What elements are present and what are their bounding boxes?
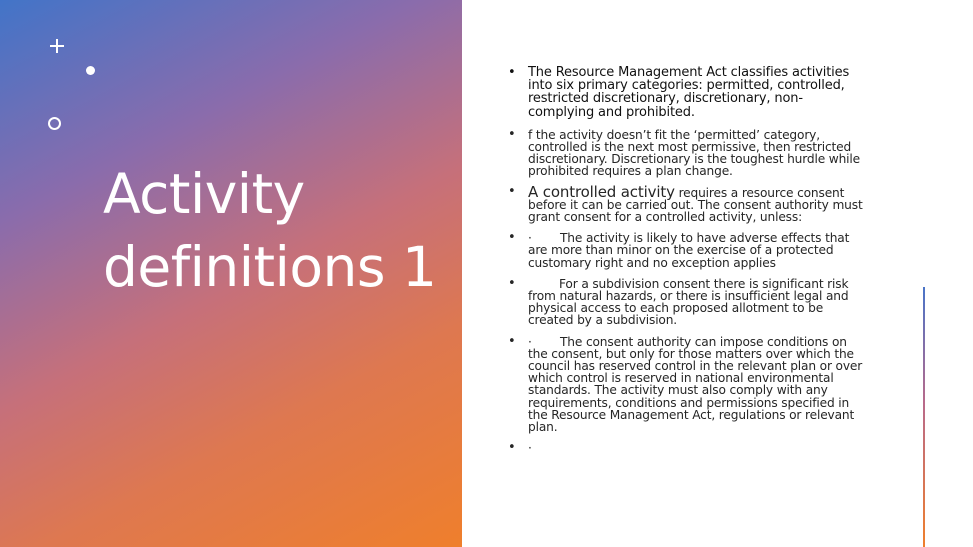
ring-icon (48, 117, 61, 130)
bullet-icon: • (508, 65, 516, 80)
bullet-icon: • (508, 126, 516, 142)
dot-icon (86, 66, 95, 75)
bullet-text: requires a resource consent before it can be carried out. The consent authority must grant consent for a controlled activity, unless: (528, 185, 863, 225)
bullet-text: The activity is likely to have adverse effects that are more than minor on the exercise of a protected customary right and no exception applies (528, 231, 850, 270)
bullet-text: The consent authority can impose conditions on the consent, but only for those matters over which the council has reserved control in the relevant plan or over which control is reserved in national environmental standards. The activity must also comply with any requirements, conditions and permissions specified in the Resource Management Act, regulations or relevant plan. (528, 334, 863, 435)
bullet-icon: • (508, 230, 516, 246)
slide-title: Activity definitions 1 (103, 162, 437, 299)
list-item (508, 442, 868, 454)
list-item (508, 182, 868, 225)
title-panel (0, 0, 462, 547)
list-item (508, 333, 868, 435)
bullet-text: f the activity doesn’t fit the ‘permitted’ category, controlled is the next most permissive, then restricted discretionary. Discretionary is the toughest hurdle while prohibited requires a plan change. (528, 127, 860, 179)
bullet-icon: • (508, 275, 516, 291)
list-item (508, 66, 868, 119)
bullet-icon: • (508, 440, 516, 456)
bullet-icon: • (508, 333, 516, 349)
bullet-prefix: · (528, 231, 532, 246)
bullet-text: · (528, 441, 532, 456)
bullet-text: For a subdivision consent there is significant risk from natural hazards, or there is insufficient legal and physical access to each proposed allotment to be created by a subdivision. (528, 276, 849, 328)
list-item (508, 232, 868, 269)
bullet-list (508, 66, 868, 463)
bullet-text: The Resource Management Act classifies activities into six primary categories: permitted, controlled, restricted discretionary, discretionary, non-complying and prohibited. (528, 65, 850, 120)
bullet-icon: • (508, 183, 516, 199)
bullet-lead-text: A controlled activity (528, 182, 675, 201)
bullet-prefix: · (528, 334, 532, 349)
list-item (508, 126, 868, 179)
accent-line (923, 287, 925, 547)
list-item (508, 275, 868, 328)
plus-icon (49, 38, 65, 54)
content-panel (462, 0, 973, 547)
